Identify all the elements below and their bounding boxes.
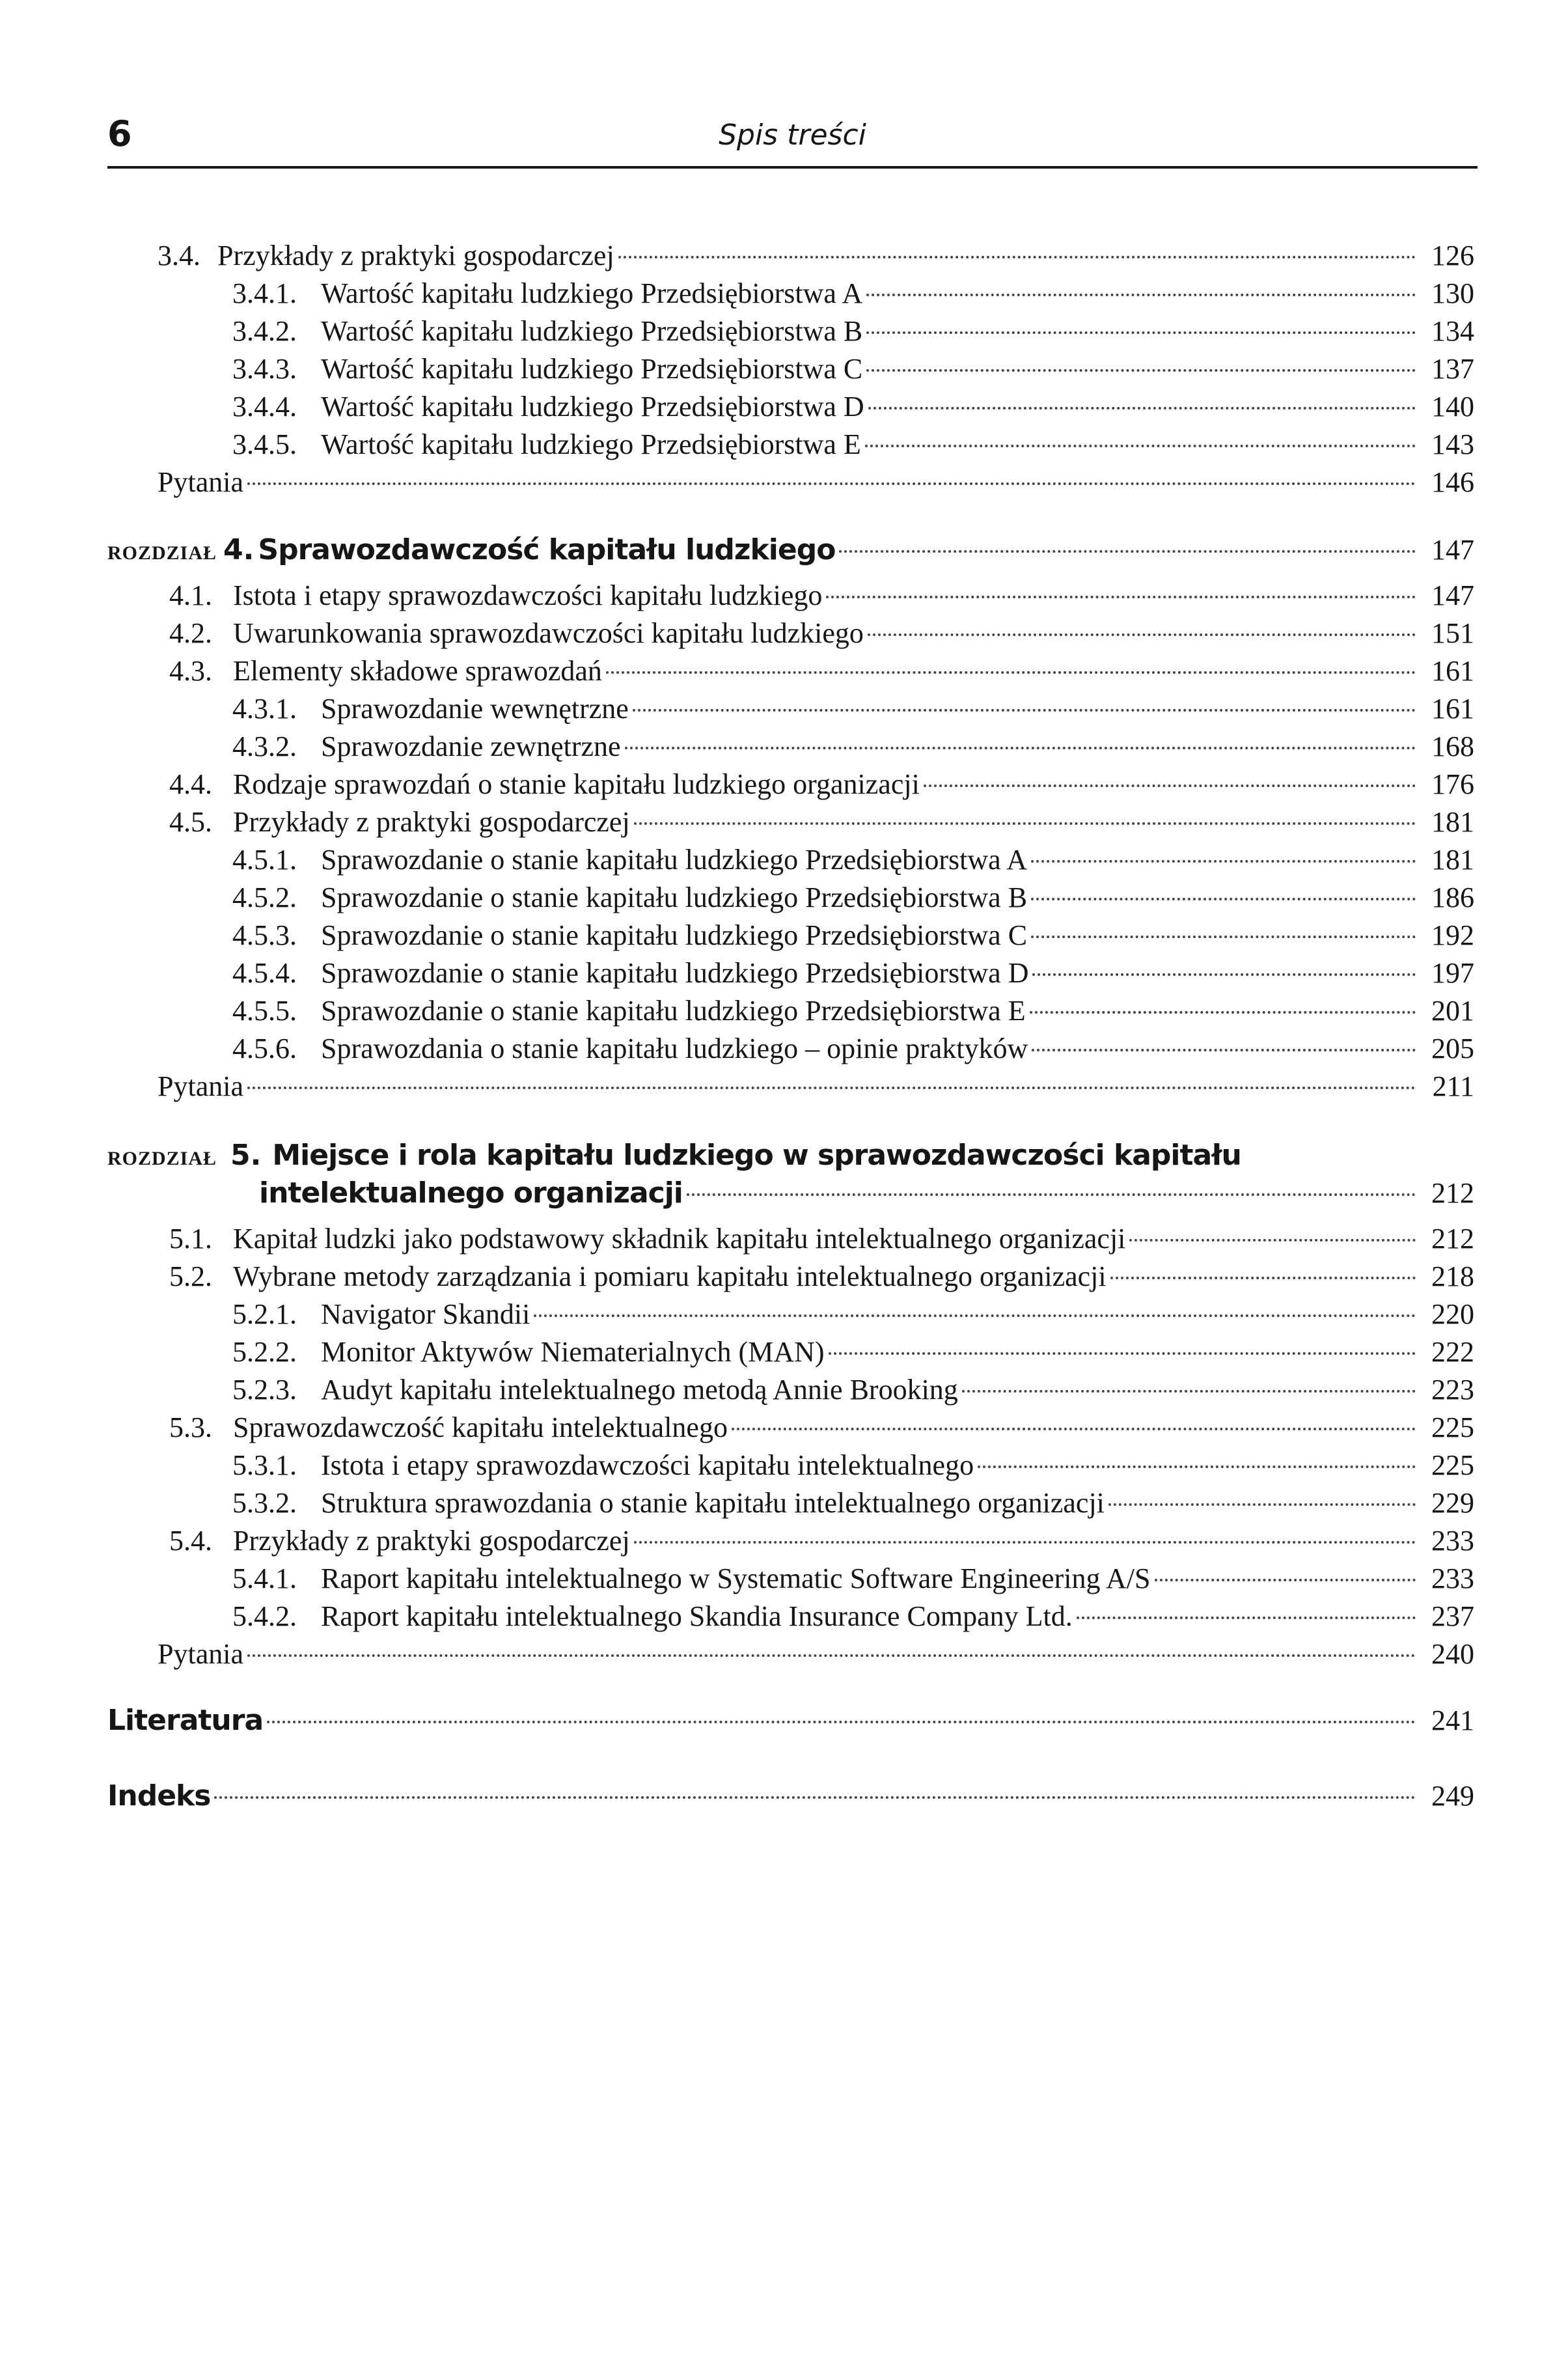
section-title: Monitor Aktywów Niematerialnych (MAN) [321,1336,825,1368]
dot-leader [687,1193,1416,1196]
toc-entry-4-1[interactable] [169,577,1474,615]
section-title: Sprawozdanie zewnętrzne [321,730,621,762]
dot-leader [1032,1049,1416,1051]
page-ref: 201 [1431,995,1474,1027]
toc-entry-3-4-1[interactable] [232,275,1474,312]
dot-leader [826,596,1416,598]
page-ref: 146 [1431,466,1474,498]
page-ref: 147 [1431,579,1474,611]
section-title: Sprawozdawczość kapitału intelektualnego [233,1411,728,1443]
page-ref: 134 [1431,315,1474,347]
page-ref: 237 [1431,1600,1474,1632]
section-number: 4.5.2. [232,882,297,913]
toc-entry-literatura[interactable] [107,1702,1474,1740]
page-ref: 197 [1431,957,1474,989]
dot-leader [732,1428,1416,1430]
chapter-title: Sprawozdawczość kapitału ludzkiego [258,533,836,566]
toc-entry-pytania-3[interactable] [158,464,1474,501]
section-title: Audyt kapitału intelektualnego metodą Annie Brooking [321,1374,958,1406]
page-ref: 161 [1431,693,1474,725]
section-title: Kapitał ludzki jako podstawowy składnik kapitału intelektualnego organizacji [233,1223,1126,1255]
section-title: Sprawozdanie o stanie kapitału ludzkiego Przedsiębiorstwa B [321,882,1028,913]
toc-entry-4-3-2[interactable] [232,728,1474,766]
page-ref: 211 [1432,1070,1474,1102]
section-number: 3.4.3. [232,353,297,385]
running-head: Spis treści [719,118,866,152]
chapter-number: 5. [230,1139,262,1172]
page-ref: 151 [1431,617,1474,649]
toc-entry-4-5-4[interactable] [232,954,1474,992]
section-number: 4.3. [169,655,212,687]
section-number: 4.5.1. [232,844,297,876]
toc-entry-3-4-5[interactable] [232,426,1474,464]
dot-leader [634,822,1416,825]
page-ref: 161 [1431,655,1474,687]
toc-entry-5-2[interactable] [169,1258,1474,1296]
toc-entry-5-3[interactable] [169,1409,1474,1447]
section-title: Indeks [107,1779,211,1812]
section-number: 4.1. [169,579,212,611]
toc-entry-5-2-3[interactable] [232,1371,1474,1409]
section-number: 5.2.1. [232,1298,297,1330]
section-title: Przykłady z praktyki gospodarczej [233,1525,630,1557]
page-ref: 225 [1431,1449,1474,1481]
section-title: Sprawozdanie o stanie kapitału ludzkiego Przedsiębiorstwa D [321,957,1029,989]
dot-leader [865,445,1416,447]
page-ref: 241 [1431,1704,1474,1736]
section-number: 5.3.1. [232,1449,297,1481]
dot-leader [868,633,1416,636]
toc-entry-4-5[interactable] [169,803,1474,841]
page-ref: 137 [1431,353,1474,385]
section-number: 3.4.4. [232,391,297,423]
page-ref: 181 [1431,844,1474,876]
toc-entry-5-4-1[interactable] [232,1560,1474,1598]
section-number: 3.4.5. [232,428,297,460]
section-number: 5.2.2. [232,1336,297,1368]
section-number: 3.4. [158,240,200,271]
dot-leader [247,1654,1416,1657]
section-number: 3.4.1. [232,277,297,309]
toc-entry-5-4-2[interactable] [232,1598,1474,1635]
section-number: 5.3.2. [232,1487,297,1519]
section-number: 4.5.6. [232,1033,297,1064]
toc-chapter-5-line1[interactable] [107,1136,1241,1175]
section-number: 5.1. [169,1223,212,1255]
section-title: Pytania [158,1070,243,1102]
dot-leader [978,1465,1416,1468]
toc-entry-4-5-1[interactable] [232,841,1474,879]
section-title: Przykłady z praktyki gospodarczej [233,806,630,838]
section-title: Wartość kapitału ludzkiego Przedsiębiorstwa A [321,277,863,309]
page-ref: 233 [1431,1562,1474,1594]
dot-leader [866,331,1416,334]
section-title: Wartość kapitału ludzkiego Przedsiębiorstwa E [321,428,861,460]
section-title: Wartość kapitału ludzkiego Przedsiębiorstwa C [321,353,863,385]
section-number: 5.4. [169,1525,212,1557]
toc-entry-4-5-3[interactable] [232,917,1474,954]
toc-entry-5-3-2[interactable] [232,1484,1474,1522]
page-ref: 168 [1431,730,1474,762]
section-number: 4.3.2. [232,730,297,762]
dot-leader [534,1314,1416,1317]
toc-chapter-5-line2[interactable] [259,1174,1474,1212]
dot-leader [606,671,1416,674]
toc-entry-4-4[interactable] [169,766,1474,803]
section-title: Wybrane metody zarządzania i pomiaru kapitału intelektualnego organizacji [233,1260,1107,1292]
section-number: 4.5.4. [232,957,297,989]
section-number: 4.2. [169,617,212,649]
page-ref: 222 [1431,1336,1474,1368]
dot-leader [829,1352,1416,1355]
dot-leader [1077,1617,1416,1619]
toc-entry-pytania-5[interactable] [158,1635,1474,1673]
section-number: 4.5.5. [232,995,297,1027]
dot-leader [866,369,1416,372]
section-title: Pytania [158,1638,243,1670]
toc-entry-4-3[interactable] [169,652,1474,690]
dot-leader [1110,1277,1416,1279]
section-number: 5.4.2. [232,1600,297,1632]
section-number: 4.5.3. [232,919,297,951]
section-title: Uwarunkowania sprawozdawczości kapitału ludzkiego [233,617,864,649]
toc-entry-5-1[interactable] [169,1220,1474,1258]
dot-leader [214,1796,1416,1799]
section-title: Raport kapitału intelektualnego w Systematic Software Engineering A/S [321,1562,1151,1594]
dot-leader [868,407,1416,410]
dot-leader [1032,973,1416,976]
section-title: Istota i etapy sprawozdawczości kapitału intelektualnego [321,1449,974,1481]
section-title: Raport kapitału intelektualnego Skandia Insurance Company Ltd. [321,1600,1073,1632]
page-ref: 218 [1431,1260,1474,1292]
section-title: Wartość kapitału ludzkiego Przedsiębiorstwa B [321,315,863,347]
section-number: 5.2. [169,1260,212,1292]
toc-entry-4-3-1[interactable] [232,690,1474,728]
section-number: 5.2.3. [232,1374,297,1406]
dot-leader [839,550,1416,553]
page-ref: 205 [1431,1033,1474,1064]
chapter-label: ROZDZIAŁ [107,1148,217,1169]
page-ref: 176 [1431,768,1474,800]
toc-entry-pytania-4[interactable] [158,1068,1474,1105]
toc-entry-3-4-4[interactable] [232,388,1474,426]
section-number: 4.5. [169,806,212,838]
toc-entry-4-5-2[interactable] [232,879,1474,917]
toc-entry-4-2[interactable] [169,615,1474,652]
section-number: 4.4. [169,768,212,800]
toc-chapter-4[interactable] [107,531,1474,569]
page-ref: 186 [1431,882,1474,913]
page-ref: 225 [1431,1411,1474,1443]
toc-entry-4-5-5[interactable] [232,992,1474,1030]
chapter-title: Miejsce i rola kapitału ludzkiego w sprawozdawczości kapitału [272,1139,1241,1172]
dot-leader [1031,898,1416,900]
toc-entry-3-4[interactable] [158,237,1474,275]
page-ref: 126 [1431,240,1474,271]
section-number: 5.4.1. [232,1562,297,1594]
dot-leader [625,747,1416,749]
page-ref: 147 [1431,534,1474,566]
page-ref: 130 [1431,277,1474,309]
page-ref: 240 [1431,1638,1474,1670]
toc-entry-4-5-6[interactable] [232,1030,1474,1068]
section-title: Wartość kapitału ludzkiego Przedsiębiorstwa D [321,391,864,423]
toc-entry-3-4-3[interactable] [232,350,1474,388]
dot-leader [247,1087,1416,1089]
page-ref: 229 [1431,1487,1474,1519]
section-number: 5.3. [169,1411,212,1443]
page-ref: 143 [1431,428,1474,460]
dot-leader [866,294,1416,296]
section-title: Rodzaje sprawozdań o stanie kapitału ludzkiego organizacji [233,768,920,800]
page-ref: 220 [1431,1298,1474,1330]
chapter-number: 4. [223,533,254,566]
section-number: 4.3.1. [232,693,297,725]
page-ref: 249 [1431,1780,1474,1812]
toc-entry-5-2-1[interactable] [232,1296,1474,1333]
toc-entry-3-4-2[interactable] [232,312,1474,350]
page-ref: 181 [1431,806,1474,838]
dot-leader [1030,1011,1416,1014]
section-title: Sprawozdanie o stanie kapitału ludzkiego Przedsiębiorstwa C [321,919,1028,951]
page-ref: 212 [1431,1177,1474,1209]
section-title: Sprawozdanie wewnętrzne [321,693,629,725]
dot-leader [247,482,1416,485]
toc-entry-5-2-2[interactable] [232,1333,1474,1371]
section-title: Sprawozdania o stanie kapitału ludzkiego – opinie praktyków [321,1033,1028,1064]
dot-leader [924,784,1416,787]
dot-leader [634,1541,1416,1544]
section-number: 3.4.2. [232,315,297,347]
dot-leader [1031,936,1416,938]
toc-entry-5-3-1[interactable] [232,1447,1474,1484]
section-title: Elementy składowe sprawozdań [233,655,602,687]
section-title: Pytania [158,466,243,498]
section-title: Sprawozdanie o stanie kapitału ludzkiego Przedsiębiorstwa A [321,844,1028,876]
dot-leader [1129,1239,1416,1242]
page-ref: 192 [1431,919,1474,951]
dot-leader [267,1721,1416,1723]
section-title: Struktura sprawozdania o stanie kapitału intelektualnego organizacji [321,1487,1105,1519]
dot-leader [1031,860,1416,863]
toc-entry-indeks[interactable] [107,1777,1474,1815]
section-title: Navigator Skandii [321,1298,530,1330]
dot-leader [618,256,1416,258]
page-ref: 223 [1431,1374,1474,1406]
dot-leader [962,1390,1416,1393]
toc-entry-5-4[interactable] [169,1522,1474,1560]
section-title: Przykłady z praktyki gospodarczej [217,240,614,271]
dot-leader [633,709,1416,712]
dot-leader [1108,1503,1416,1506]
section-title: Istota i etapy sprawozdawczości kapitału ludzkiego [233,579,823,611]
dot-leader [1155,1579,1416,1581]
page-number: 6 [107,113,132,154]
chapter-label: ROZDZIAŁ [107,542,217,564]
section-title: Literatura [107,1704,264,1737]
page-ref: 233 [1431,1525,1474,1557]
chapter-title-continued: intelektualnego organizacji [259,1176,683,1210]
section-title: Sprawozdanie o stanie kapitału ludzkiego Przedsiębiorstwa E [321,995,1026,1027]
page-ref: 140 [1431,391,1474,423]
page-ref: 212 [1431,1223,1474,1255]
